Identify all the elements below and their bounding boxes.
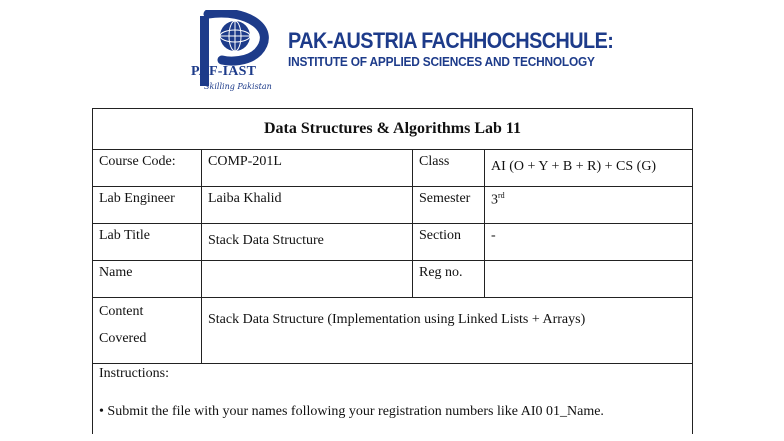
lab-engineer-value: Laiba Khalid	[202, 187, 413, 224]
table-row	[93, 150, 693, 187]
content-covered-value: Stack Data Structure (Implementation using Linked Lists + Arrays)	[202, 298, 693, 364]
regno-label: Reg no.	[413, 261, 485, 298]
instructions-label: Instructions:	[99, 366, 169, 381]
section-label: Section	[413, 224, 485, 261]
institution-subtitle: INSTITUTE OF APPLIED SCIENCES AND TECHNOLOGY	[288, 55, 595, 69]
name-label: Name	[93, 261, 202, 298]
lab-engineer-label: Lab Engineer	[93, 187, 202, 224]
instruction-item: • Submit the file with your names following your registration numbers like AI0 01_Name.	[99, 404, 604, 419]
instructions-row	[93, 364, 693, 435]
table-row	[93, 261, 693, 298]
title-row	[93, 109, 693, 150]
table-row	[93, 187, 693, 224]
section-value: -	[485, 224, 693, 261]
name-value[interactable]	[202, 261, 413, 298]
logo-abbreviation: PAF-IAST	[191, 64, 257, 79]
course-code-value: COMP-201L	[202, 150, 413, 187]
lab-info-table	[92, 108, 693, 434]
class-value: AI (O + Y + B + R) + CS (G)	[485, 150, 693, 187]
content-covered-label	[93, 298, 202, 364]
semester-suffix: rd	[498, 191, 505, 200]
instructions-cell	[93, 364, 693, 435]
content-label-line2: Covered	[99, 331, 147, 346]
table-row	[93, 224, 693, 261]
semester-value: 3	[491, 192, 498, 208]
lab-title-label: Lab Title	[93, 224, 202, 261]
regno-value[interactable]	[485, 261, 693, 298]
institution-logo	[178, 10, 274, 92]
semester-value-cell	[485, 187, 693, 224]
document-header	[0, 0, 784, 100]
lab-title-value: Stack Data Structure	[202, 224, 413, 261]
logo-tagline: Skilling Pakistan	[204, 82, 272, 91]
table-row	[93, 298, 693, 364]
class-label: Class	[413, 150, 485, 187]
institution-name: PAK-AUSTRIA FACHHOCHSCHULE:	[288, 28, 614, 53]
course-code-label: Course Code:	[93, 150, 202, 187]
document-title: Data Structures & Algorithms Lab 11	[93, 109, 693, 150]
content-label-line1: Content	[99, 304, 144, 319]
semester-label: Semester	[413, 187, 485, 224]
